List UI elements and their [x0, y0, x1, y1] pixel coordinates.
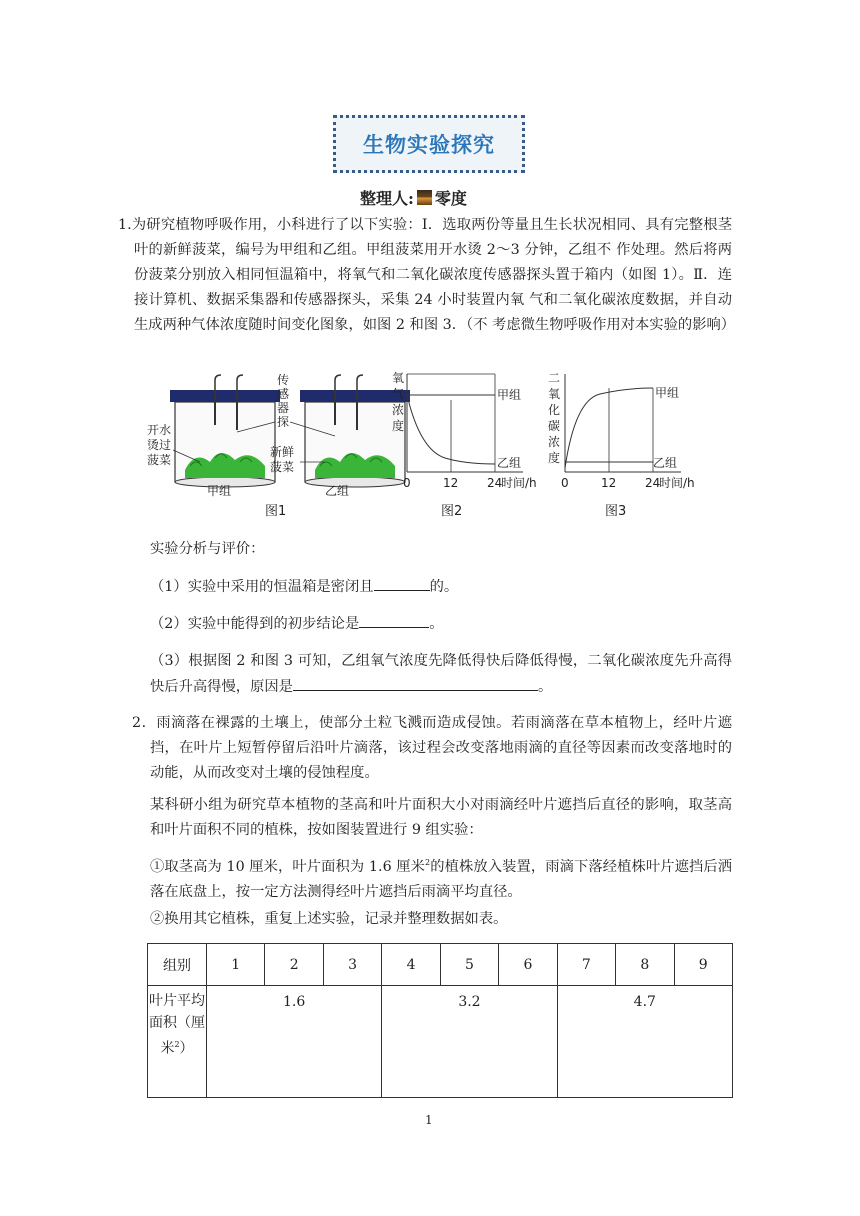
table-cell-group: 5 — [440, 944, 498, 986]
table-cell-group: 4 — [382, 944, 440, 986]
table-cell-group: 3 — [323, 944, 381, 986]
table-cell-group: 6 — [499, 944, 557, 986]
data-table — [147, 943, 733, 1098]
table-cell-group: 7 — [557, 944, 615, 986]
analysis-heading: 实验分析与评价： — [150, 541, 265, 557]
table-header-group: 组别 — [148, 944, 207, 986]
boiled-label-3: 菠菜 — [147, 453, 172, 467]
fig2-ylabel-3: 浓 — [392, 403, 405, 417]
fig3-ylabel-3: 化 — [548, 403, 561, 417]
boiled-label-2: 烫过 — [147, 438, 172, 452]
question-2-paragraph-2: 某科研小组为研究草本植物的茎高和叶片面积大小对雨滴经叶片遮挡后直径的影响，取茎高和叶片面积不同的植株，按如图装置进行 9 组实验： — [150, 797, 732, 838]
question-1-text: 1.为研究植物呼吸作用，小科进行了以下实验：Ⅰ．选取两份等量且生长状况相同、具有完整根茎叶的新鲜菠菜，编号为甲组和乙组。甲组菠菜用开水烫 2～3 分钟，乙组不 作处理。然后将两份菠菜分别放入相同恒温箱中，将氧气和二氧化碳浓度传感器探头置于箱内（如图 1）。Ⅱ．连接计算机、数据采集器和传感器探头，采集 24 小时装置内氧 气和二氧化碳浓度数据，并自动生成两种气体浓度随时间变化图象，如图 2 和图 3．（不 考虑微生物呼吸作用对本实验的影响） — [118, 217, 736, 333]
jar-a-label: 甲组 — [207, 484, 232, 498]
fresh-label-1: 新鲜 — [270, 445, 295, 459]
jar-a — [170, 375, 280, 487]
experiment-figures — [145, 370, 720, 520]
fig3-xlabel: 时间/h — [659, 476, 695, 490]
boiled-label-1: 开水 — [147, 423, 172, 437]
fig3-series-a: 甲组 — [655, 386, 680, 400]
fig3-ylabel-4: 碳 — [548, 419, 561, 433]
fresh-label-2: 菠菜 — [270, 460, 295, 474]
question-2-step-2: ②换用其它植株，重复上述实验，记录并整理数据如表。 — [150, 911, 508, 927]
sensor-label-2: 感 — [277, 387, 290, 401]
sensor-label-1: 传 — [277, 373, 290, 387]
fig3-tick-12: 12 — [601, 476, 617, 490]
author-avatar-icon — [417, 190, 432, 205]
figure-2 — [392, 371, 537, 519]
sensor-label-4: 探 — [277, 415, 290, 429]
answer-blank-1[interactable] — [374, 574, 430, 591]
subquestion-1: （1）实验中采用的恒温箱是密闭且 的。 — [150, 574, 740, 600]
figure-2-caption: 图2 — [441, 504, 463, 519]
table-cell-area: 1.6 — [207, 986, 382, 1098]
sensor-label-3: 器 — [277, 401, 290, 415]
question-2-intro: 2．雨滴落在裸露的土壤上，使部分土粒飞溅而造成侵蚀。若雨滴落在草本植物上，经叶片遮挡，在叶片上短暂停留后沿叶片滴落，该过程会改变落地雨滴的直径等因素而改变落地时的动能，从而改变对土壤的侵蚀程度。 — [132, 715, 732, 781]
fig2-ylabel-4: 度 — [392, 419, 405, 433]
answer-blank-3[interactable] — [293, 674, 538, 691]
fig3-ylabel-2: 氧 — [548, 387, 561, 401]
fig2-xlabel: 时间/h — [501, 476, 537, 490]
fig3-series-b: 乙组 — [653, 456, 678, 470]
fig3-tick-24: 24 — [645, 476, 661, 490]
answer-blank-2[interactable] — [359, 611, 429, 628]
jar-b-label: 乙组 — [325, 484, 350, 498]
fig2-tick-24: 24 — [487, 476, 503, 490]
table-cell-group: 9 — [674, 944, 733, 986]
table-row-area — [148, 986, 733, 1098]
table-cell-group: 8 — [616, 944, 674, 986]
fig2-series-b: 乙组 — [497, 456, 522, 470]
question-2-step-1: ①取茎高为 10 厘米，叶片面积为 1.6 厘米$^2$的植株放入装置，雨滴下落经植株叶片遮挡后洒落在底盘上，按一定方法测得经叶片遮挡后雨滴平均直径。 — [150, 858, 733, 900]
fig2-series-a: 甲组 — [497, 388, 522, 402]
table-cell-area: 4.7 — [557, 986, 732, 1098]
table-cell-group: 1 — [207, 944, 265, 986]
fig3-ylabel-1: 二 — [548, 371, 561, 385]
page-title: 生物实验探究 — [363, 133, 495, 157]
subquestion-3: （3）根据图 2 和图 3 可知，乙组氧气浓度先降低得快后降低得慢，二氧化碳浓度先升高得快后升高得慢，原因是 。 — [150, 653, 732, 695]
subquestion-2: （2）实验中能得到的初步结论是 。 — [150, 611, 740, 637]
fig2-ylabel-2: 气 — [392, 387, 405, 401]
author-line — [360, 186, 467, 209]
author-label: 整理人: — [360, 189, 414, 208]
table-header-area: 叶片平均面积（厘米$^2$） — [148, 986, 207, 1098]
table-cell-group: 2 — [265, 944, 323, 986]
fig2-tick-12: 12 — [443, 476, 459, 490]
table-row-groups — [148, 944, 733, 986]
figure-3-caption: 图3 — [605, 504, 627, 519]
fig2-tick-0: 0 — [403, 476, 411, 490]
figure-1-caption: 图1 — [265, 504, 287, 519]
title-box — [333, 115, 525, 173]
fig2-ylabel-1: 氧 — [392, 371, 405, 385]
figure-3 — [548, 371, 695, 519]
fig3-ylabel-5: 浓 — [548, 435, 561, 449]
author-name: 零度 — [434, 189, 467, 208]
fig3-ylabel-6: 度 — [548, 451, 561, 465]
figure-1 — [147, 372, 410, 519]
fig3-tick-0: 0 — [561, 476, 569, 490]
table-cell-area: 3.2 — [382, 986, 557, 1098]
page-number: 1 — [425, 1113, 433, 1127]
